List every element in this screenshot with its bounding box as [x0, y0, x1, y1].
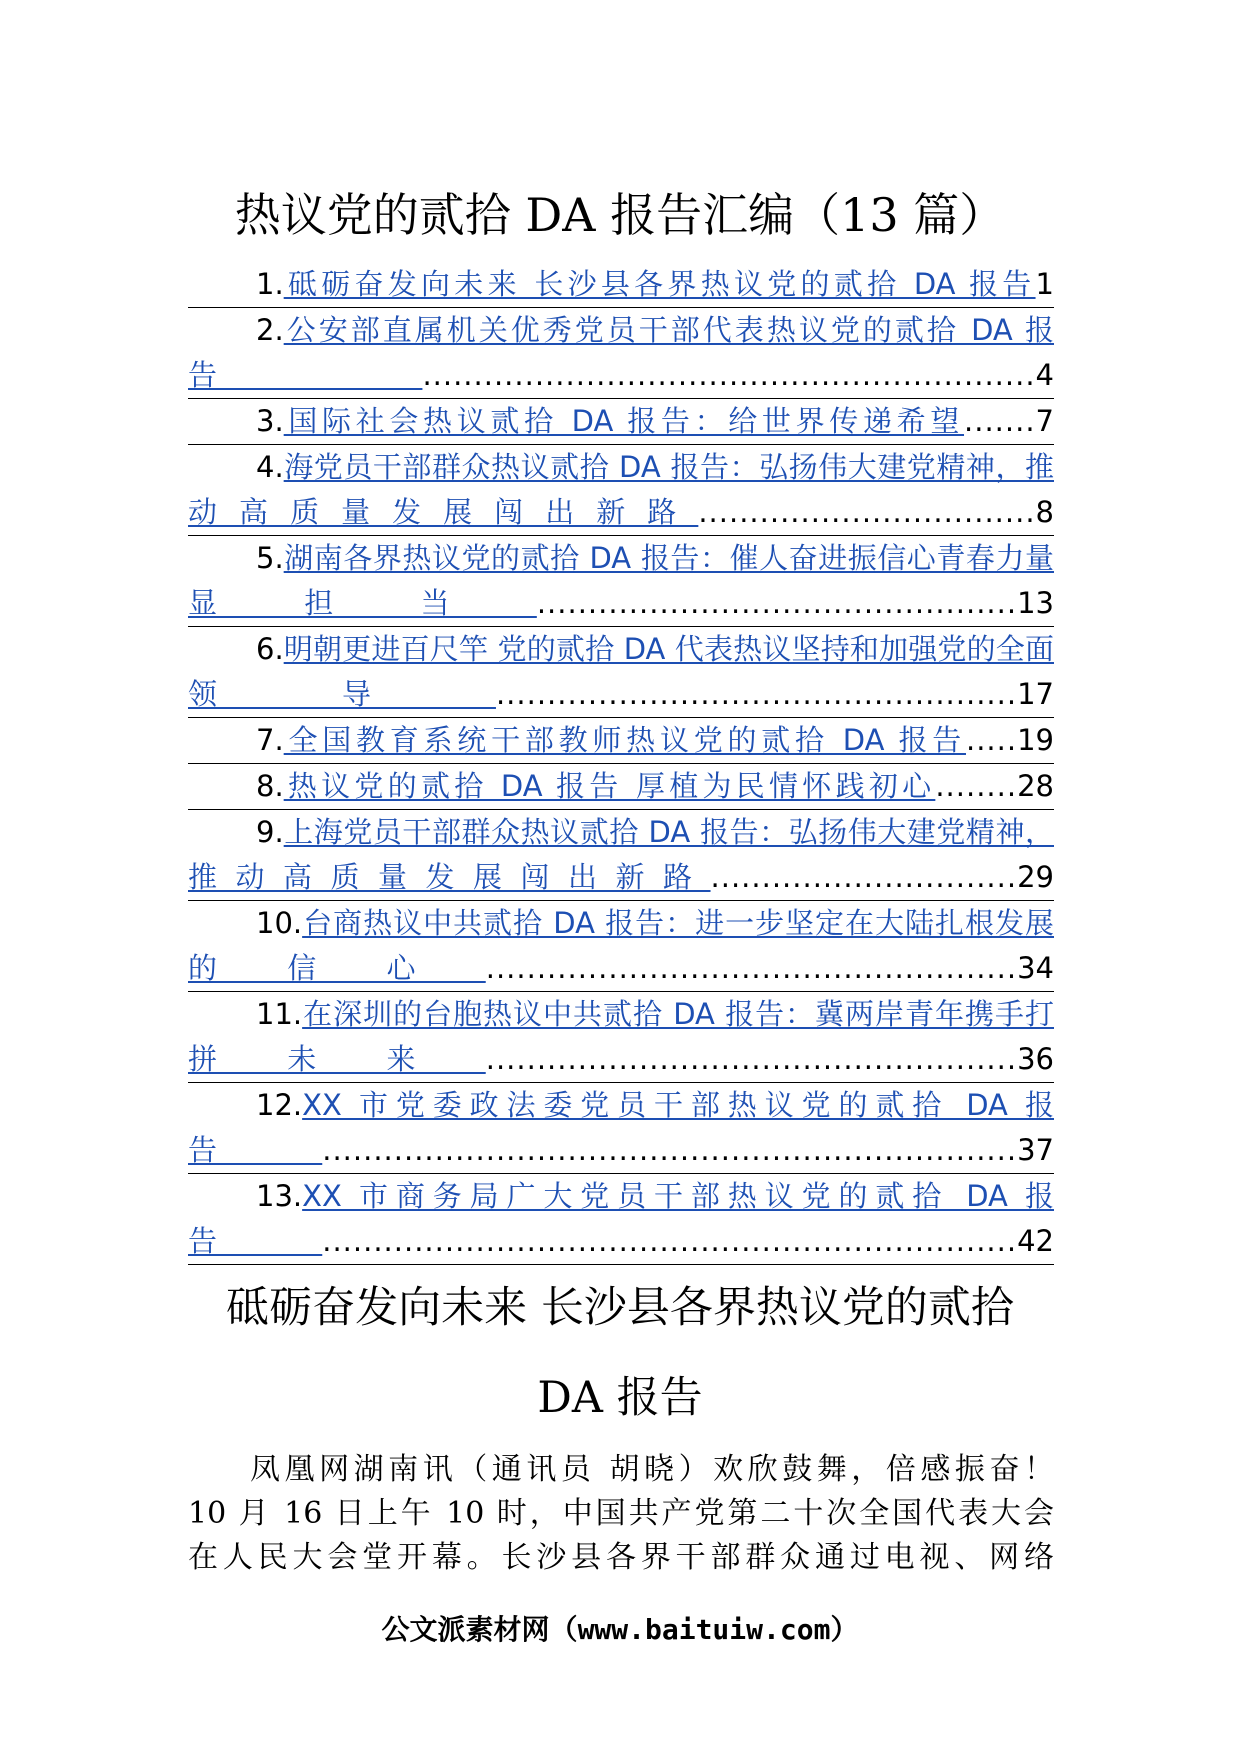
- toc-entry-number: 5.: [256, 541, 284, 575]
- date-number: 10: [188, 1496, 227, 1531]
- toc-entry-link[interactable]: 台商热议中共贰拾 DA 报告：进一步坚定在大陆扎根发展的信心: [188, 906, 1054, 985]
- toc-leader-dots: ...............................................: [536, 586, 1018, 620]
- toc-leader-dots: ....................................................: [485, 951, 1018, 985]
- date-unit: 月: [238, 1496, 272, 1531]
- toc-entry-link[interactable]: 明朝更进百尺竿 党的贰拾 DA 代表热议坚持和加强党的全面领导: [188, 632, 1054, 711]
- toc-leader-dots: .......: [964, 404, 1036, 438]
- toc-entry-page: 29: [1017, 860, 1054, 894]
- article-heading-line2: DA 报告: [537, 1373, 703, 1423]
- toc-entry-link[interactable]: 海党员干部群众热议贰拾 DA 报告：弘扬伟大建党精神，推动高质量发展闯出新路: [188, 450, 1054, 529]
- toc-entry-4[interactable]: [188, 445, 1054, 536]
- toc-entry-number: 10.: [256, 906, 303, 940]
- toc-entry-number: 9.: [256, 815, 284, 849]
- toc-entry-6[interactable]: [188, 627, 1054, 718]
- toc-leader-dots: ...................................................: [495, 677, 1018, 711]
- toc-leader-dots: .................................: [698, 495, 1036, 529]
- toc-entry-3[interactable]: [188, 399, 1054, 445]
- toc-entry-1[interactable]: [188, 262, 1054, 308]
- paragraph-line: 凤凰网湖南讯（通讯员 胡晓）欢欣鼓舞，倍感振奋！: [250, 1452, 1054, 1487]
- toc-leader-dots: ............................................................: [422, 358, 1036, 392]
- toc-entry-13[interactable]: [188, 1174, 1054, 1265]
- toc-entry-number: 6.: [256, 632, 284, 666]
- toc-entry-link[interactable]: 国际社会热议贰拾 DA 报告：给世界传递希望: [283, 404, 965, 438]
- toc-entry-number: 11.: [256, 997, 303, 1031]
- toc-entry-number: 3.: [256, 404, 284, 438]
- toc-entry-page: 7: [1035, 404, 1054, 438]
- table-of-contents: [188, 262, 1054, 1265]
- footer-site-url: www.baituiw.com: [577, 1613, 831, 1646]
- toc-entry-7[interactable]: [188, 718, 1054, 764]
- toc-entry-number: 8.: [256, 769, 284, 803]
- toc-entry-page: 17: [1017, 677, 1054, 711]
- toc-entry-link[interactable]: XX 市商务局广大党员干部热议党的贰拾 DA 报告: [188, 1179, 1054, 1258]
- toc-entry-8[interactable]: [188, 764, 1054, 810]
- toc-entry-link[interactable]: 在深圳的台胞热议中共贰拾 DA 报告：冀两岸青年携手打拼未来: [188, 997, 1054, 1076]
- toc-entry-number: 1.: [256, 267, 284, 301]
- toc-entry-page: 28: [1017, 769, 1054, 803]
- footer-site-close: ）: [830, 1613, 859, 1646]
- toc-entry-link[interactable]: 砥砺奋发向未来 长沙县各界热议党的贰拾 DA 报告: [283, 267, 1036, 301]
- paragraph-line: 在人民大会堂开幕。长沙县各界干部群众通过电视、网络: [188, 1540, 1054, 1575]
- toc-entry-number: 13.: [256, 1179, 303, 1213]
- toc-leader-dots: ....................................................................: [322, 1133, 1018, 1167]
- toc-entry-number: 7.: [256, 723, 284, 757]
- toc-entry-page: 37: [1017, 1133, 1054, 1167]
- paragraph-line: [188, 1492, 1054, 1536]
- toc-leader-dots: .....: [966, 723, 1018, 757]
- toc-entry-11[interactable]: [188, 992, 1054, 1083]
- toc-leader-dots: ........: [935, 769, 1018, 803]
- toc-entry-link[interactable]: 热议党的贰拾 DA 报告 厚植为民情怀践初心: [283, 769, 936, 803]
- toc-entry-link[interactable]: 湖南各界热议党的贰拾 DA 报告：催人奋进振信心青春力量显担当: [188, 541, 1054, 620]
- toc-entry-2[interactable]: [188, 308, 1054, 399]
- toc-entry-5[interactable]: [188, 536, 1054, 627]
- footer-site-name: 公文派素材网（: [381, 1613, 578, 1646]
- toc-entry-10[interactable]: [188, 901, 1054, 992]
- toc-entry-page: 34: [1017, 951, 1054, 985]
- toc-entry-page: 4: [1035, 358, 1054, 392]
- toc-entry-number: 12.: [256, 1088, 303, 1122]
- toc-entry-9[interactable]: [188, 810, 1054, 901]
- toc-entry-12[interactable]: [188, 1083, 1054, 1174]
- toc-leader-dots: ....................................................: [485, 1042, 1018, 1076]
- toc-entry-number: 2.: [256, 313, 284, 347]
- date-number: 16: [284, 1496, 323, 1531]
- article-heading-line1: 砥砺奋发向未来 长沙县各界热议党的贰拾: [226, 1283, 1014, 1333]
- toc-entry-page: 1: [1035, 267, 1054, 301]
- article-paragraph: [188, 1448, 1054, 1580]
- toc-entry-link[interactable]: 公安部直属机关优秀党员干部代表热议党的贰拾 DA 报告: [188, 313, 1054, 392]
- date-unit: 日上午: [334, 1496, 434, 1531]
- time-number: 10: [446, 1496, 485, 1531]
- paragraph-text: 时，中国共产党第二十次全国代表大会: [496, 1496, 1054, 1531]
- toc-entry-page: 19: [1017, 723, 1054, 757]
- toc-entry-page: 36: [1017, 1042, 1054, 1076]
- toc-entry-link[interactable]: 全国教育系统干部教师热议党的贰拾 DA 报告: [283, 723, 966, 757]
- toc-leader-dots: ....................................................................: [322, 1224, 1018, 1258]
- footer-watermark: [0, 1608, 1240, 1648]
- toc-entry-page: 42: [1017, 1224, 1054, 1258]
- toc-leader-dots: ..............................: [710, 860, 1018, 894]
- document-title: 热议党的贰拾 DA 报告汇编（13 篇）: [234, 188, 1006, 242]
- toc-entry-link[interactable]: XX 市党委政法委党员干部热议党的贰拾 DA 报告: [188, 1088, 1054, 1167]
- toc-entry-page: 8: [1035, 495, 1054, 529]
- toc-entry-link[interactable]: 上海党员干部群众热议贰拾 DA 报告：弘扬伟大建党精神，推动高质量发展闯出新路: [188, 815, 1054, 894]
- toc-entry-number: 4.: [256, 450, 284, 484]
- toc-entry-page: 13: [1017, 586, 1054, 620]
